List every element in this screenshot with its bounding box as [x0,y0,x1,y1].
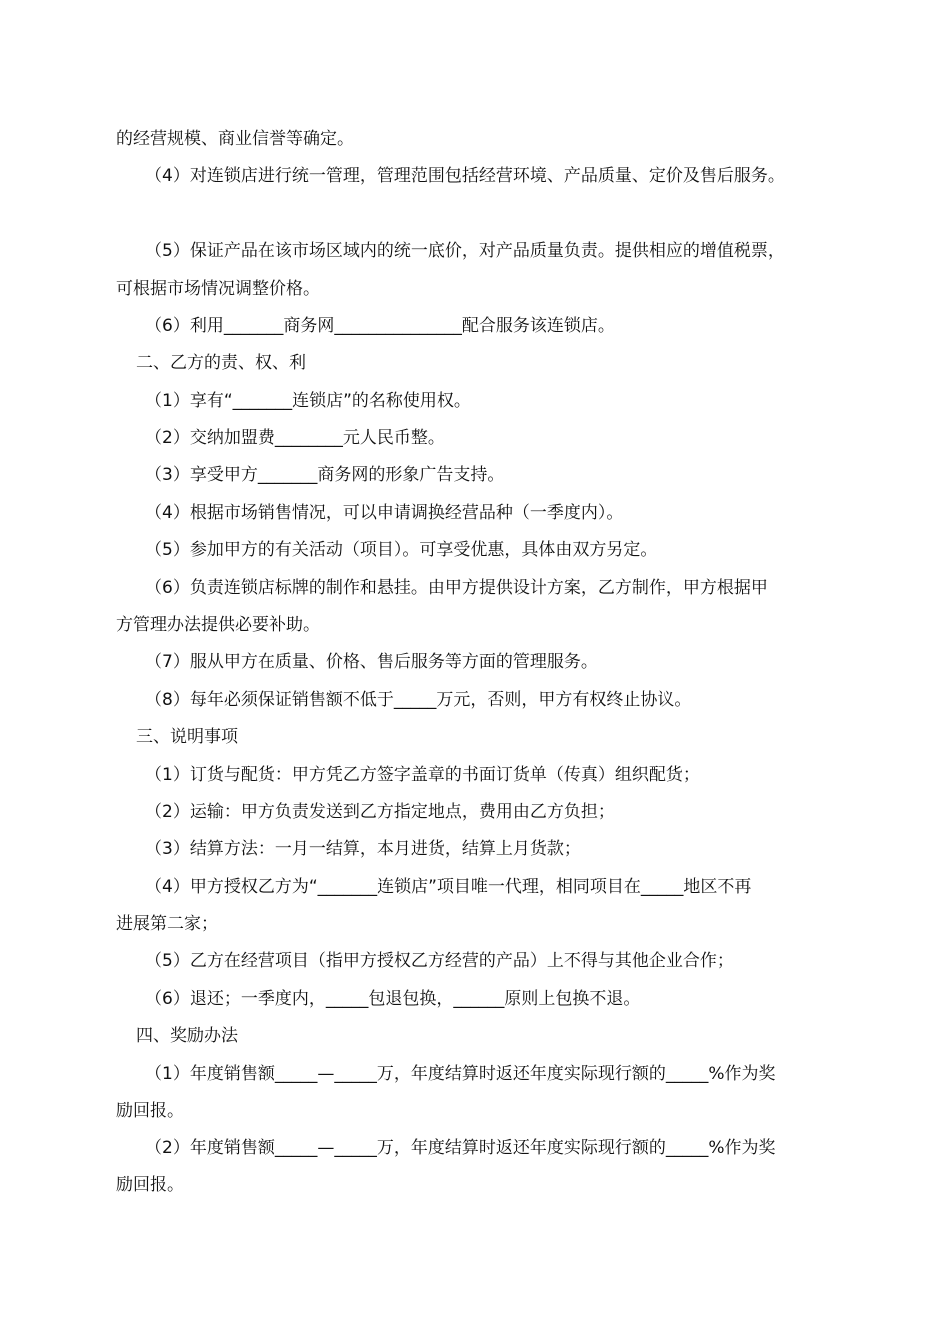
text-line: （5）参加甲方的有关活动（项目）。可享受优惠，具体由双方另定。 [145,540,658,560]
section-heading: 四、奖励办法 [136,1026,238,1046]
text-line: （6）利用_______商务网_______________配合服务该连锁店。 [145,316,615,336]
text-line: （4）甲方授权乙方为“_______连锁店”项目唯一代理，相同项目在_____地区不再 [145,877,752,897]
section-heading: 二、乙方的责、权、利 [136,353,306,373]
text-line: （3）结算方法：一月一结算，本月进货，结算上月货款； [145,839,581,859]
text-line: （7）服从甲方在质量、价格、售后服务等方面的管理服务。 [145,652,598,672]
text-line: （4）对连锁店进行统一管理，管理范围包括经营环境、产品质量、定价及售后服务。 [145,166,785,186]
text-line: （3）享受甲方_______商务网的形象广告支持。 [145,465,505,485]
text-line: （1）享有“_______连锁店”的名称使用权。 [145,391,471,411]
text-line: 方管理办法提供必要补助。 [116,615,320,635]
text-line: （1）年度销售额_____—_____万，年度结算时返还年度实际现行额的_____%作为奖 [145,1064,776,1084]
text-line: 励回报。 [116,1101,184,1121]
text-line: 进展第二家； [116,914,218,934]
text-line: （5）保证产品在该市场区域内的统一底价，对产品质量负责。提供相应的增值税票， [145,241,785,261]
text-line: 励回报。 [116,1175,184,1195]
text-line: （1）订货与配货：甲方凭乙方签字盖章的书面订货单（传真）组织配货； [145,765,700,785]
text-line: （6）退还；一季度内，_____包退包换，______原则上包换不退。 [145,989,641,1009]
text-line: （2）交纳加盟费________元人民币整。 [145,428,445,448]
text-line: （6）负责连锁店标牌的制作和悬挂。由甲方提供设计方案，乙方制作，甲方根据甲 [145,578,768,598]
text-line: （2）年度销售额_____—_____万，年度结算时返还年度实际现行额的_____%作为奖 [145,1138,776,1158]
section-heading: 三、说明事项 [136,727,238,747]
text-line: （8）每年必须保证销售额不低于_____万元，否则，甲方有权终止协议。 [145,690,692,710]
text-line: （4）根据市场销售情况，可以申请调换经营品种（一季度内）。 [145,503,624,523]
text-line: 的经营规模、商业信誉等确定。 [116,129,354,149]
text-line: （5）乙方在经营项目（指甲方授权乙方经营的产品）上不得与其他企业合作； [145,951,734,971]
text-line: （2）运输：甲方负责发送到乙方指定地点，费用由乙方负担； [145,802,615,822]
text-line: 可根据市场情况调整价格。 [116,279,320,299]
